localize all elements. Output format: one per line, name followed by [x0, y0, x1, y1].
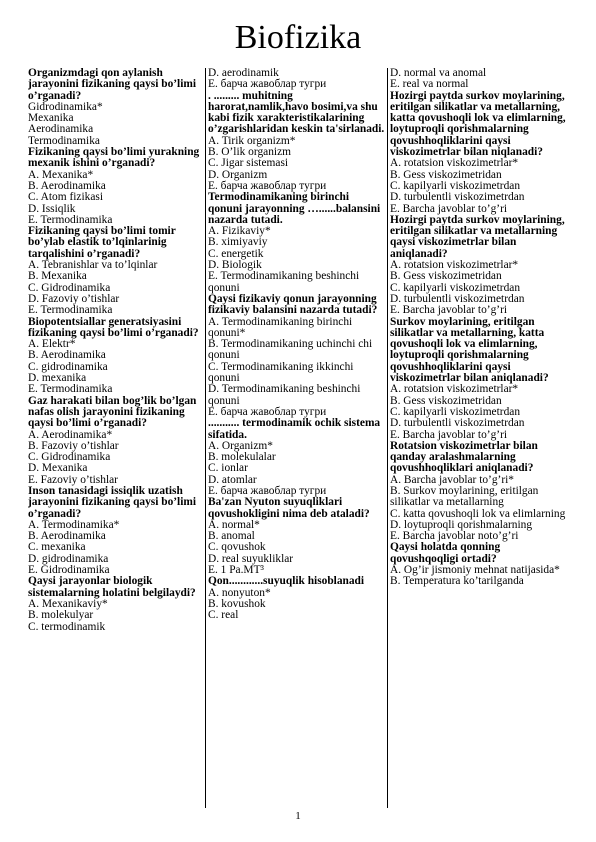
- answer-option: B. ximiyaviy: [208, 236, 268, 249]
- answer-option: C. termodinamik: [28, 620, 106, 633]
- question-text: Surkov moylarining, eritilgan silikatlar va metallarning, katta qovushoqli lok va elimlarning, loytuproqli qorishmalarning qovushhoqliklarini qaysi viskozimetrlar bilan aniqlanadi?: [390, 315, 549, 385]
- question-text: Qaysi fizikaviy qonun jarayonning fizikaviy balansini nazarda tutadi?: [208, 292, 378, 317]
- answer-option: C. ionlar: [208, 462, 248, 475]
- answer-option: E. Barcha javoblar noto’g’ri: [390, 530, 519, 543]
- answer-option: A. Termodinamika*: [28, 518, 120, 531]
- answer-option: A. rotatsion viskozimetrlar*: [390, 383, 519, 396]
- answer-option: C. energetik: [208, 247, 264, 260]
- answer-option: A. Og’ir jismoniy mehnat natijasida*: [390, 564, 560, 577]
- answer-option: E. Termodinamika: [28, 213, 113, 226]
- answer-option: B. Gess viskozimetridan: [390, 168, 502, 181]
- answer-option: D. turbulentli viskozimetrdan: [390, 292, 525, 305]
- answer-option: E. Gidrodinamika: [28, 564, 110, 577]
- answer-option: E. Barcha javoblar to’g’ri: [390, 428, 508, 441]
- question-text: Organizmdagi qon aylanish jarayonini fizikaning qaysi bo’limi o’rganadi?: [28, 68, 197, 102]
- column-3: [390, 68, 570, 808]
- answer-option: D. real suyukliklar: [208, 552, 294, 565]
- question-text: Qon............suyuqlik hisoblanadi: [208, 575, 365, 588]
- answer-option: Termodinamika: [28, 134, 100, 147]
- column-2: [208, 68, 386, 808]
- column-divider: [205, 68, 206, 808]
- answer-option: C. Termodinamikaning ikkinchi qonuni: [208, 360, 354, 385]
- answer-option: A. Mexanikaviy*: [28, 597, 108, 610]
- question-text: Rotatsion viskozimetrlar bilan qanday aralashmalarning qovushhoqliklari aniqlanadi?: [390, 439, 538, 475]
- answer-option: B. Temperatura ko’tarilganda: [390, 575, 524, 588]
- answer-option: A. Elektr*: [28, 338, 76, 351]
- answer-option: D. turbulentli viskozimetrdan: [390, 417, 525, 430]
- answer-option: A. Tebranishlar va to’lqinlar: [28, 259, 158, 272]
- answer-option: A. rotatsion viskozimetrlar*: [390, 259, 519, 272]
- answer-option: E. 1 Pa.MT³: [208, 564, 264, 577]
- answer-option: C. kapilyarli viskozimetrdan: [390, 281, 521, 294]
- answer-option: A. normal*: [208, 518, 260, 531]
- answer-option: B. Gess viskozimetridan: [390, 394, 502, 407]
- answer-option: B. O’lik organizm: [208, 146, 291, 159]
- answer-option: D. atomlar: [208, 473, 257, 486]
- answer-option: E. барча жавоблар тугри: [208, 179, 327, 192]
- answer-option: C. kapilyarli viskozimetrdan: [390, 405, 521, 418]
- question-text: ........... termodinamik ochik sistema sifatida.: [208, 417, 381, 441]
- column-divider: [387, 68, 388, 808]
- answer-option: A. Organizm*: [208, 439, 273, 452]
- answer-option: D. turbulentli viskozimetrdan: [390, 191, 525, 204]
- answer-option: C. mexanika: [28, 541, 86, 554]
- answer-option: D. mexanika: [28, 372, 87, 385]
- answer-option: E. real va normal: [390, 78, 469, 91]
- question-text: Hozirgi paytda surkov moylarining, eritilgan silikatlar va metallarning qaysi viskozimetrlar bilan aniqlanadi?: [390, 213, 565, 260]
- answer-option: E. Fazoviy o’tishlar: [28, 473, 118, 486]
- answer-option: A. Barcha javoblar to’g’ri*: [390, 473, 514, 486]
- answer-option: Gidrodinamika*: [28, 100, 103, 113]
- answer-option: B. Termodinamikaning uchinchi chi qonuni: [208, 338, 373, 362]
- answer-option: B. molekulyar: [28, 609, 94, 622]
- answer-option: D. loytuproqli qorishmalarning: [390, 518, 533, 531]
- answer-option: A. rotatsion viskozimetrlar*: [390, 157, 519, 170]
- answer-option: A. Aerodinamika*: [28, 428, 113, 441]
- answer-option: E. барча жавоблар тугри: [208, 78, 327, 91]
- answer-option: B. Fazoviy o’tishlar: [28, 439, 119, 452]
- question-text: Fizikaning qaysi bo’limi tomir bo’ylab elastik to’lqinlarinig tarqalishini o’rganadi?: [28, 225, 176, 260]
- answer-option: D. Organizm: [208, 168, 268, 181]
- question-text: Gaz harakati bilan bog’lik bo’lgan nafas olish jarayonini fizikaning qaysi bo’limi o’rganadi?: [28, 394, 197, 430]
- answer-option: B. Aerodinamika: [28, 349, 106, 362]
- question-text: Qaysi jarayonlar biologik sistemalarning holatini belgilaydi?: [28, 575, 196, 599]
- answer-option: B. molekulalar: [208, 451, 276, 464]
- answer-option: D. Termodinamikaning beshinchi qonuni: [208, 383, 361, 407]
- question-text: Termodinamikaning birinchi qonuni jarayonning …......balansini nazarda tutadi.: [208, 191, 381, 226]
- answer-option: A. Tirik organizm*: [208, 134, 296, 147]
- question-text: Qaysi holatda qonning qovushqoqligi ortadi?: [390, 541, 501, 565]
- answer-option: D. Biologik: [208, 259, 262, 272]
- answer-option: E. Termodinamika: [28, 304, 113, 317]
- question-text: Ba'zan Nyuton suyuqliklari qovushokligini nima deb ataladi?: [208, 496, 370, 520]
- question-text: . ......... muhitning harorat,namlik,havo bosimi,va shu kabi fizik xarakteristikalarining o’zgarishlaridan keskin ta'sirlanadi.: [208, 89, 385, 136]
- answer-option: E. Barcha javoblar to’g’ri: [390, 304, 508, 317]
- answer-option: A. nonyuton*: [208, 586, 271, 599]
- answer-option: C. katta qovushoqli lok va elimlarning: [390, 507, 566, 520]
- answer-option: C. qovushok: [208, 541, 266, 554]
- answer-option: B. Surkov moylarining, eritilgan silikatlar va metallarning: [390, 484, 539, 509]
- question-text: Biopotentsiallar generatsiyasini fizikaning qaysi bo’limi o’rganadi?: [28, 315, 199, 339]
- answer-option: E. барча жавоблар тугри: [208, 405, 327, 418]
- answer-option: D. gidrodinamika: [28, 552, 109, 565]
- answer-option: D. aerodinamik: [208, 68, 279, 79]
- page-number: 1: [295, 810, 301, 822]
- answer-option: E. барча жавоблар тугри: [208, 484, 327, 497]
- page-title: Biofizika: [234, 19, 362, 56]
- answer-option: B. Aerodinamika: [28, 179, 106, 192]
- answer-option: D. Issiqlik: [28, 202, 76, 215]
- answer-option: D. Mexanika: [28, 462, 88, 475]
- answer-option: D. Fazoviy o’tishlar: [28, 292, 120, 305]
- answer-option: A. Fizikaviy*: [208, 225, 271, 238]
- question-text: Hozirgi paytda surkov moylarining, eritilgan silikatlar va metallarning, katta qovushoqli lok va elimlarning, loytuproqli qorishmalarning qovushhoqliklarini qaysi viskozimetrlar bilan niqlanadi?: [390, 89, 566, 159]
- answer-option: A. Mexanika*: [28, 168, 94, 181]
- answer-option: E. Termodinamika: [28, 383, 113, 396]
- answer-option: C. Gidrodinamika: [28, 451, 111, 464]
- answer-option: C. kapilyarli viskozimetrdan: [390, 179, 521, 192]
- answer-option: C. Gidrodinamika: [28, 281, 111, 294]
- answer-option: B. kovushok: [208, 597, 266, 610]
- answer-option: C. gidrodinamika: [28, 360, 108, 373]
- answer-option: C. Jigar sistemasi: [208, 157, 289, 170]
- question-text: Inson tanasidagi issiqlik uzatish jarayonini fizikaning qaysi bo’limi o’rganadi?: [28, 484, 197, 520]
- answer-option: B. Mexanika: [28, 270, 87, 283]
- answer-option: B. Gess viskozimetridan: [390, 270, 502, 283]
- question-text: Fizikaning qaysi bo’limi yurakning mexanik ishini o’rganadi?: [28, 146, 200, 170]
- answer-option: E. Termodinamikaning beshinchi qonuni: [208, 270, 360, 294]
- answer-option: E. Barcha javoblar to’g’ri: [390, 202, 508, 215]
- answer-option: A. Termodinamikaning birinchi qonuni*: [208, 315, 353, 339]
- answer-option: Aerodinamika: [28, 123, 94, 136]
- answer-option: C. real: [208, 609, 239, 622]
- answer-option: Mexanika: [28, 112, 74, 125]
- answer-option: C. Atom fizikasi: [28, 191, 103, 204]
- column-1: [28, 68, 204, 808]
- answer-option: B. Aerodinamika: [28, 530, 106, 543]
- answer-option: B. anomal: [208, 530, 255, 543]
- answer-option: D. normal va anomal: [390, 68, 487, 79]
